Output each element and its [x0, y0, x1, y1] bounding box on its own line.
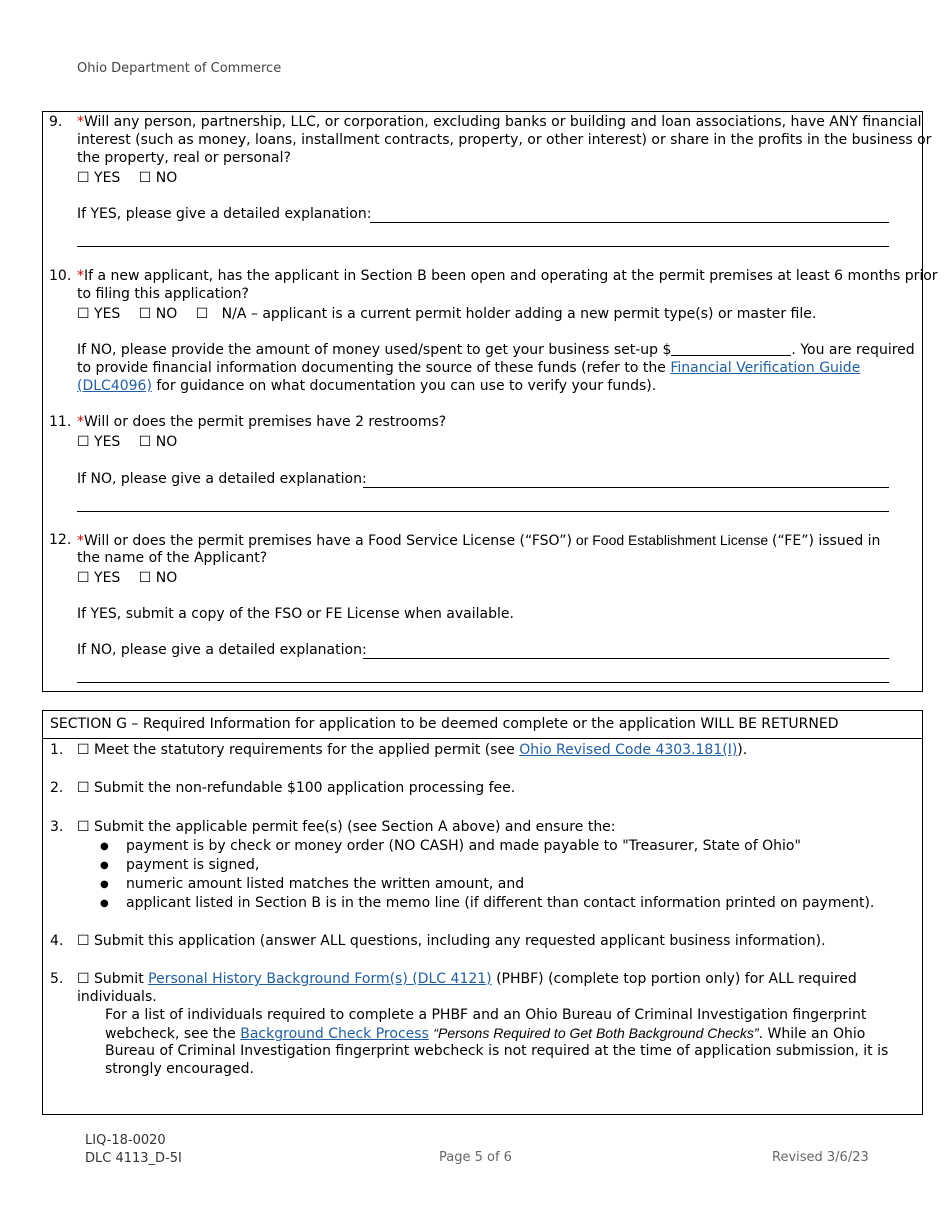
g-item-4-text: Submit this application (answer ALL questions, including any requested applicant business information).: [94, 933, 826, 949]
checkbox-icon[interactable]: ☐: [77, 971, 90, 987]
q11-text: Will or does the permit premises have 2 restrooms?: [84, 414, 447, 430]
g-item-4: [77, 932, 826, 950]
financial-verification-guide-link[interactable]: Financial Verification Guide: [670, 360, 861, 376]
q12-line-1: [77, 531, 880, 550]
q11-yes-option[interactable]: [77, 433, 120, 451]
required-star: *: [77, 533, 84, 549]
checkbox-icon[interactable]: ☐: [138, 306, 152, 322]
q10-no-label: NO: [155, 306, 178, 322]
bullet-icon: ●: [100, 879, 109, 890]
g-item-5-p4: strongly encouraged.: [105, 1061, 254, 1077]
q12-number: 12.: [49, 532, 72, 548]
g-item-3-bullet-4: [100, 894, 875, 913]
q10-money-line: [77, 341, 915, 359]
q12-explain-field-2[interactable]: [77, 682, 889, 683]
checkbox-icon[interactable]: ☐: [138, 170, 152, 186]
personal-history-background-form-link[interactable]: Personal History Background Form(s) (DLC 4121): [148, 971, 492, 987]
q9-yes-option[interactable]: [77, 169, 120, 187]
g-item-5-p1: For a list of individuals required to complete a PHBF and an Ohio Bureau of Criminal Investigation fingerprint: [105, 1007, 867, 1023]
q10-number: 10.: [49, 268, 72, 284]
g-item-5-tail: (PHBF) (complete top portion only) for ALL required: [491, 971, 857, 987]
footer-form-id: LIQ-18-0020: [85, 1133, 166, 1148]
q11-explain-label: If NO, please give a detailed explanation:: [77, 471, 367, 487]
section-g-box: [42, 710, 923, 1115]
q11-number: 11.: [49, 414, 72, 430]
checkbox-icon[interactable]: ☐: [138, 570, 152, 586]
q12-text-1a: Will or does the permit premises have a Food Service License (“FSO”): [84, 533, 573, 549]
g-item-5-p2-text: webcheck, see the: [105, 1026, 241, 1042]
q12-no-label: NO: [155, 570, 178, 586]
g-item-1: [77, 741, 747, 759]
ohio-revised-code-link[interactable]: Ohio Revised Code 4303.181(I): [519, 742, 738, 758]
bullet-text: payment is by check or money order (NO CASH) and made payable to "Treasurer, State of Ohio": [126, 838, 801, 854]
q12-yes-option[interactable]: [77, 569, 120, 587]
bullet-icon: ●: [100, 898, 109, 909]
g-item-3-number: 3.: [50, 819, 64, 835]
bullet-icon: ●: [100, 841, 109, 852]
q11-no-option[interactable]: [139, 433, 178, 451]
q10-fin-line-2: [77, 377, 656, 395]
g-item-5-line-2: individuals.: [77, 989, 157, 1005]
q12-explain-field[interactable]: [363, 658, 889, 659]
q9-text-1: Will any person, partnership, LLC, or corporation, excluding banks or building and loan associations, have ANY financial: [84, 114, 922, 130]
checkbox-icon[interactable]: ☐: [138, 434, 152, 450]
q10-yes-option[interactable]: [77, 305, 120, 323]
g-item-2-text: Submit the non-refundable $100 application processing fee.: [94, 780, 516, 796]
g-item-5-number: 5.: [50, 971, 64, 987]
q12-no-option[interactable]: [139, 569, 178, 587]
g-item-3-bullet-3: [100, 875, 525, 894]
bullet-text: payment is signed,: [126, 857, 260, 873]
checkbox-icon[interactable]: ☐: [77, 170, 90, 186]
q10-options: [77, 305, 830, 323]
q11-explain-field-2[interactable]: [77, 511, 889, 512]
q10-money-label: If NO, please provide the amount of money used/spent to get your business set-up $: [77, 342, 672, 358]
q10-money-field[interactable]: [671, 341, 791, 356]
background-check-process-link[interactable]: Background Check Process: [240, 1026, 429, 1042]
dlc4096-link[interactable]: (DLC4096): [77, 378, 152, 394]
g-item-5-p2-italic: “Persons Required to Get Both Background Checks”: [433, 1025, 759, 1041]
checkbox-icon[interactable]: ☐: [77, 742, 90, 758]
g-item-5-p2-tail: . While an Ohio: [758, 1026, 866, 1042]
q12-text-1c: (“FE”) issued in: [772, 533, 881, 549]
q9-text-2: interest (such as money, loans, installment contracts, property, or other interest) or share in the profits in the business or: [77, 132, 932, 148]
section-g-title: SECTION G – Required Information for application to be deemed complete or the application WILL BE RETURNED: [43, 711, 922, 739]
q12-text-2: the name of the Applicant?: [77, 550, 268, 566]
q9-text-3: the property, real or personal?: [77, 150, 291, 166]
required-star: *: [77, 268, 84, 284]
q9-number: 9.: [49, 114, 63, 130]
g-item-5-p2: [105, 1024, 865, 1043]
g-item-2-number: 2.: [50, 780, 64, 796]
q10-fin-tail: for guidance on what documentation you can use to verify your funds).: [151, 378, 657, 394]
q11-options: [77, 433, 191, 451]
g-item-3-text: Submit the applicable permit fee(s) (see Section A above) and ensure the:: [94, 819, 616, 835]
checkbox-icon[interactable]: ☐: [77, 933, 90, 949]
required-star: *: [77, 414, 84, 430]
g-item-1-text: Meet the statutory requirements for the applied permit (see: [94, 742, 520, 758]
checkbox-icon[interactable]: ☐: [77, 819, 90, 835]
required-star: *: [77, 114, 84, 130]
bullet-icon: ●: [100, 860, 109, 871]
g-item-1-number: 1.: [50, 742, 64, 758]
g-item-3: [77, 818, 616, 836]
g-item-5-text: Submit: [94, 971, 149, 987]
checkbox-icon[interactable]: ☐: [77, 434, 90, 450]
q10-na-option[interactable]: [196, 305, 817, 323]
g-item-1-tail: ).: [737, 742, 748, 758]
q10-text-2: to filing this application?: [77, 286, 249, 302]
checkbox-icon[interactable]: ☐: [77, 780, 90, 796]
g-item-2: [77, 779, 515, 797]
q11-yes-label: YES: [94, 434, 121, 450]
q10-money-tail: . You are required: [791, 342, 915, 358]
checkbox-icon[interactable]: ☐: [77, 306, 90, 322]
footer-page-number: Page 5 of 6: [439, 1150, 512, 1165]
header-org: Ohio Department of Commerce: [77, 61, 282, 76]
g-item-4-number: 4.: [50, 933, 64, 949]
q10-no-option[interactable]: [139, 305, 178, 323]
g-item-5-p3: Bureau of Criminal Investigation fingerprint webcheck is not required at the time of application submission, it is: [105, 1043, 889, 1059]
q9-no-option[interactable]: [139, 169, 178, 187]
bullet-text: numeric amount listed matches the written amount, and: [126, 876, 525, 892]
q9-no-label: NO: [155, 170, 178, 186]
questions-box: [42, 111, 938, 692]
q10-text-1: If a new applicant, has the applicant in Section B been open and operating at the permit premises at least 6 months prior: [84, 268, 938, 284]
g-item-5: [77, 970, 857, 988]
footer-revised: Revised 3/6/23: [772, 1150, 869, 1165]
footer-dlc: DLC 4113_D-5I: [85, 1151, 182, 1166]
q10-fin-text: to provide financial information documenting the source of these funds (refer to the: [77, 360, 671, 376]
q9-yes-label: YES: [94, 170, 121, 186]
q12-explain-label: If NO, please give a detailed explanation:: [77, 642, 367, 658]
q10-fin-line: [77, 359, 860, 377]
q10-yes-label: YES: [94, 306, 121, 322]
q9-explain-field[interactable]: [370, 222, 889, 223]
q12-options: [77, 569, 191, 587]
q11-line: [77, 413, 446, 431]
g-item-3-bullet-1: [100, 837, 801, 856]
g-item-3-bullet-2: [100, 856, 260, 875]
q9-explain-field-2[interactable]: [77, 246, 889, 247]
q12-text-1b: or Food Establishment License: [572, 532, 773, 548]
q12-submit-text: If YES, submit a copy of the FSO or FE License when available.: [77, 606, 514, 622]
q9-line-1: [77, 113, 922, 131]
q10-na-label: N/A – applicant is a current permit holder adding a new permit type(s) or master file.: [221, 306, 817, 322]
q9-options: [77, 169, 191, 187]
q9-explain-label: If YES, please give a detailed explanation:: [77, 206, 372, 222]
checkbox-icon[interactable]: ☐: [195, 306, 209, 322]
checkbox-icon[interactable]: ☐: [77, 570, 90, 586]
q11-no-label: NO: [155, 434, 178, 450]
bullet-text: applicant listed in Section B is in the memo line (if different than contact information printed on payment).: [126, 895, 875, 911]
q11-explain-field[interactable]: [363, 487, 889, 488]
q10-line-1: [77, 267, 938, 285]
q12-yes-label: YES: [94, 570, 121, 586]
